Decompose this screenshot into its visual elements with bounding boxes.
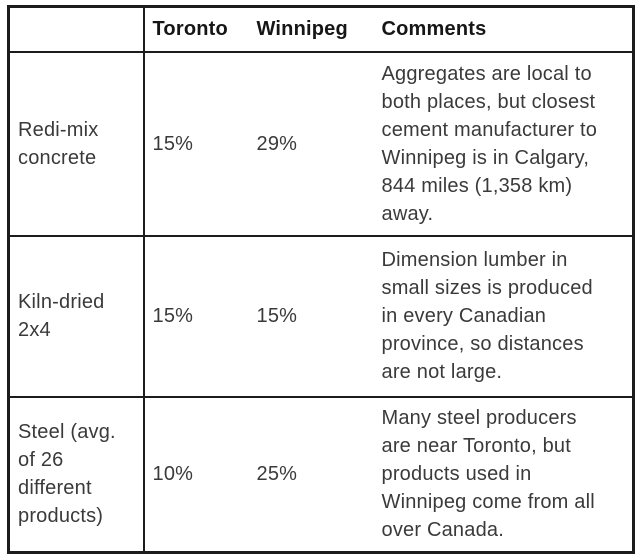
comments-cell: Aggregates are local to both places, but closest cement manufacturer to Winnipeg is in Calgary, 844 miles (1,358 km) away. — [381, 62, 598, 225]
toronto-value-cell: 10% — [152, 463, 194, 486]
item-cell: Steel (avg. of 26 different products) — [9, 397, 144, 553]
item-cell: Redi-mix concrete — [9, 52, 144, 236]
comments-cell: Dimension lumber in small sizes is produced in every Canadian province, so distances are not large. — [381, 249, 593, 383]
item-cell: Kiln-dried 2x4 — [9, 236, 144, 397]
toronto-value-cell: 15% — [152, 132, 194, 155]
winnipeg-value-cell: 15% — [256, 305, 298, 327]
table-row-concrete — [9, 52, 634, 236]
header-item — [9, 7, 144, 52]
toronto-value-cell: 15% — [152, 305, 194, 327]
header-toronto: Toronto — [144, 7, 249, 52]
comments-cell: Many steel producers are near Toronto, but products used in Winnipeg come from all over Canada. — [381, 407, 595, 542]
header-row — [9, 7, 634, 52]
tariff-comparison-table — [7, 5, 635, 554]
winnipeg-value-cell: 29% — [256, 132, 298, 155]
header-winnipeg: Winnipeg — [249, 7, 374, 52]
header-comments: Comments — [374, 7, 634, 52]
winnipeg-value-cell: 25% — [256, 463, 298, 486]
table-row-steel — [9, 397, 634, 553]
table-row-lumber — [9, 236, 634, 397]
